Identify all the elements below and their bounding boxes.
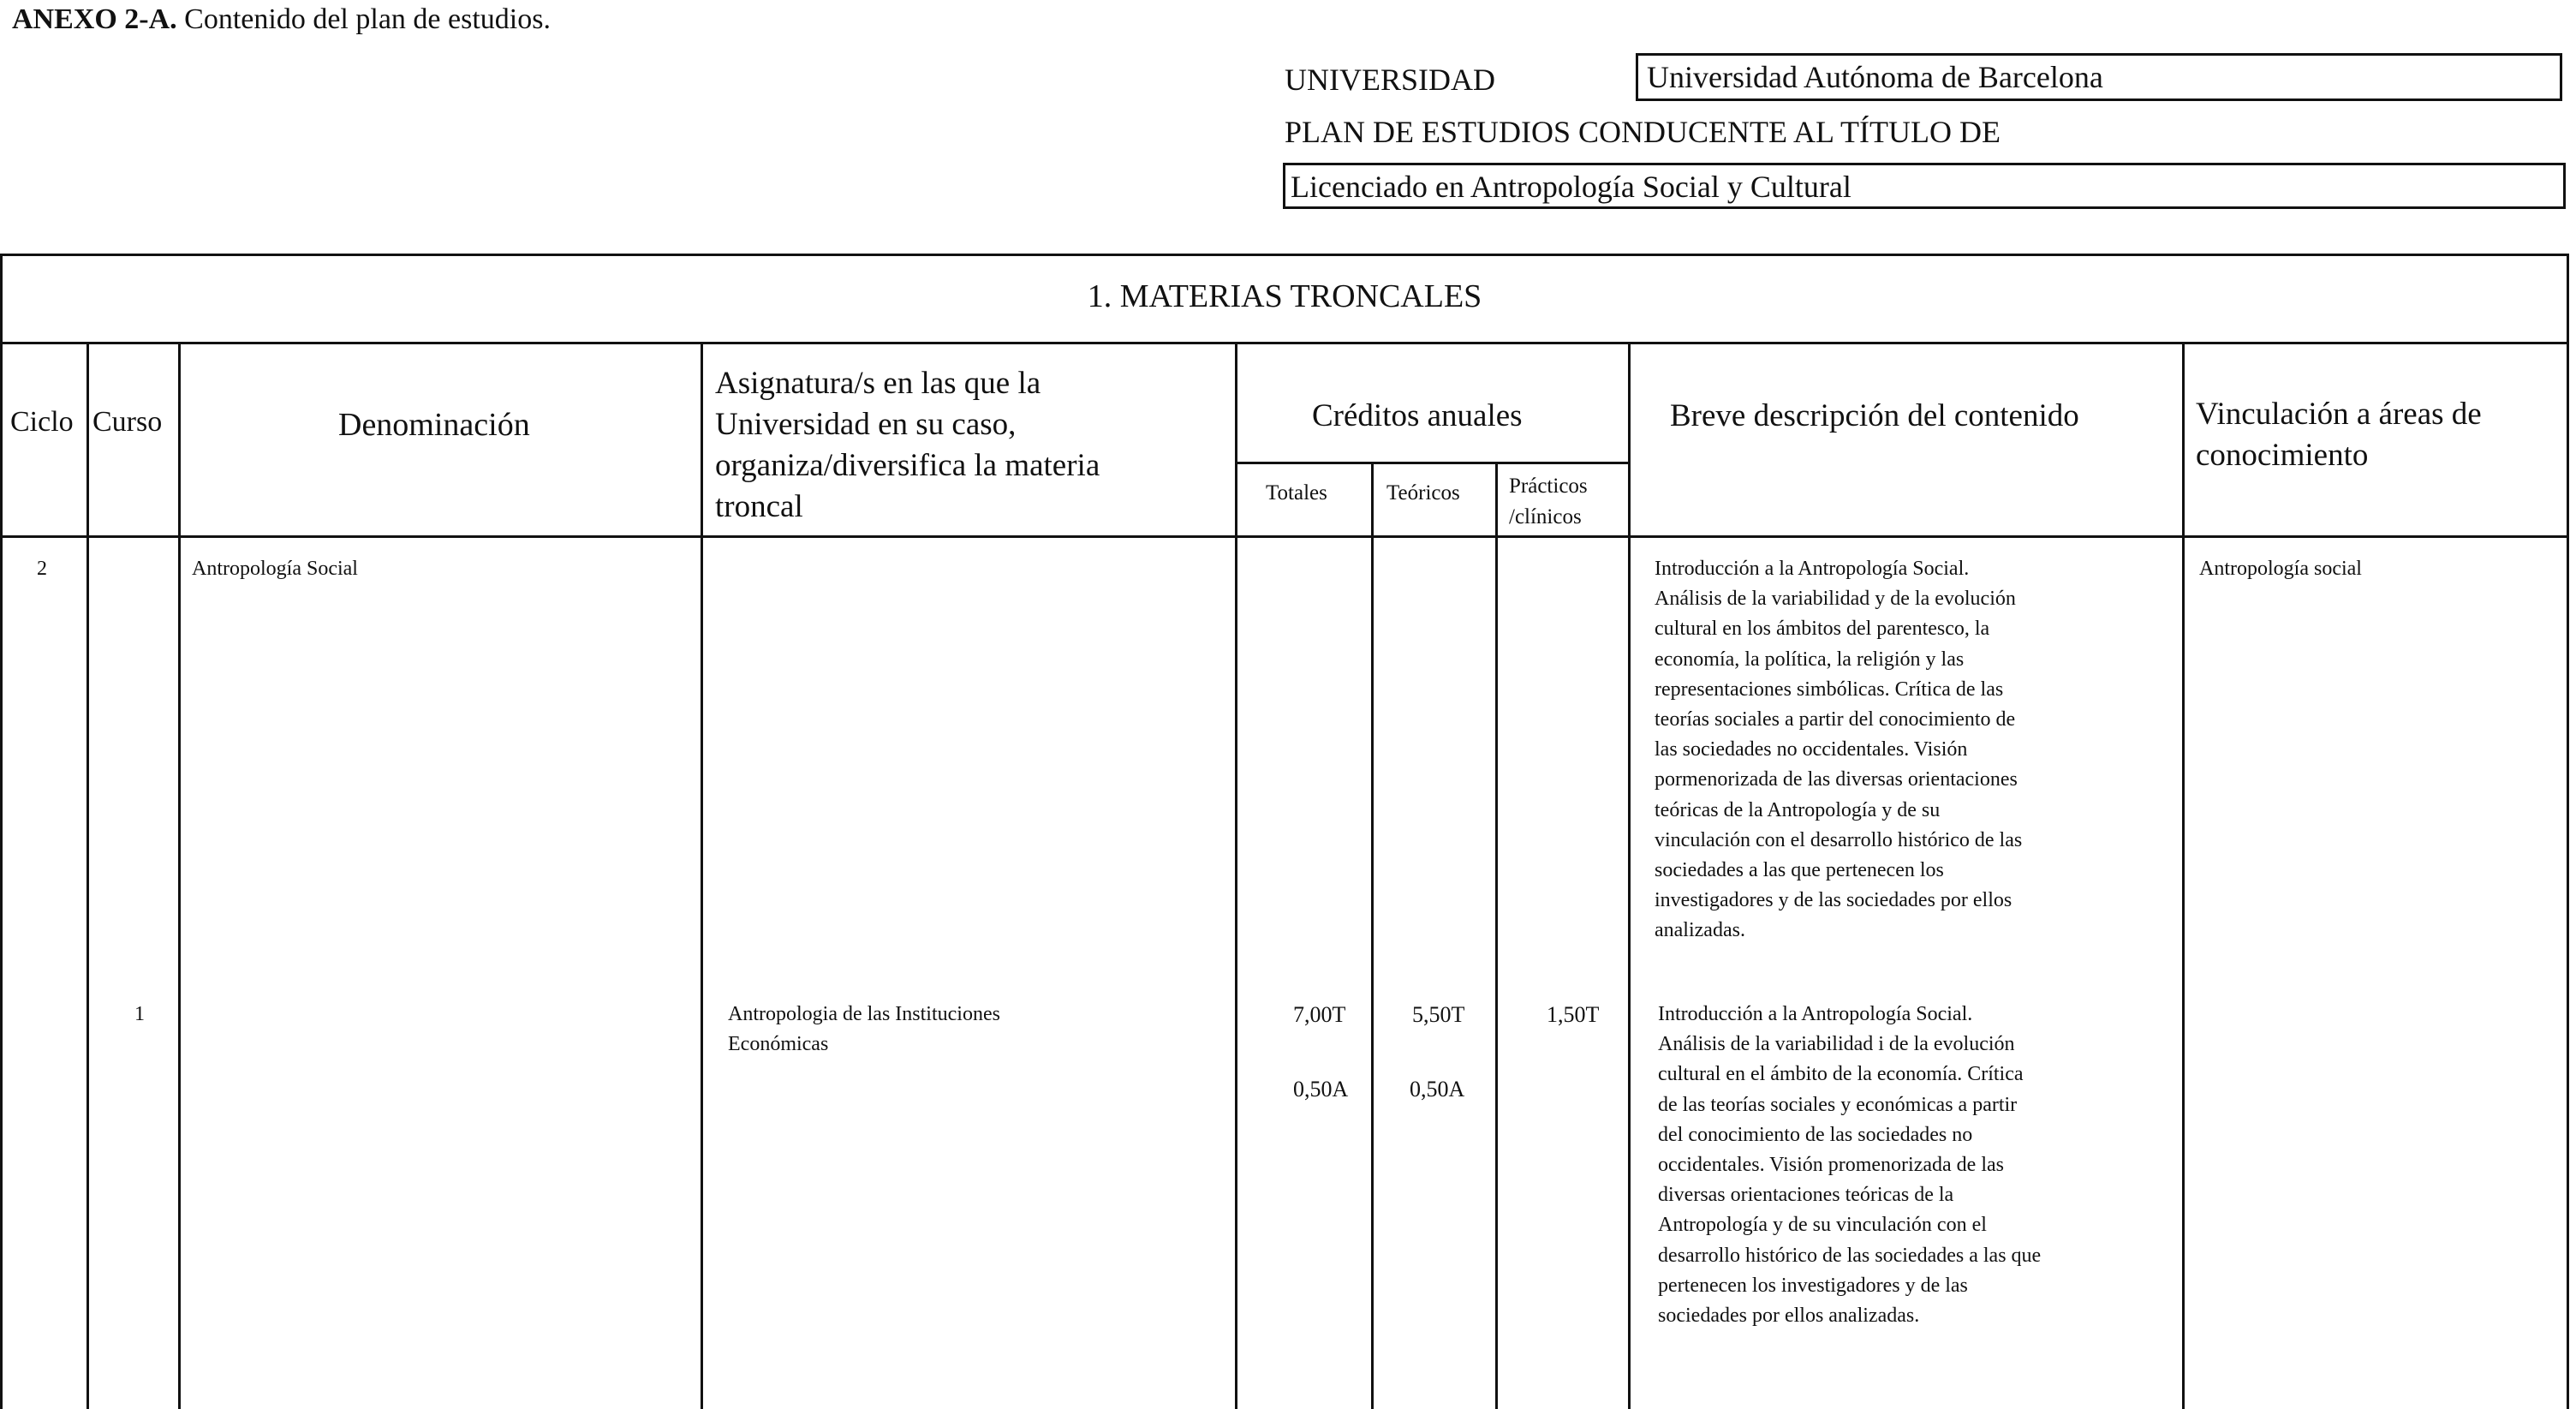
annex-text: Contenido del plan de estudios. — [184, 3, 551, 35]
row2-practicos-1: 1,50T — [1547, 1002, 1600, 1027]
annex-label: ANEXO 2-A. — [12, 3, 177, 35]
col-divider — [1371, 462, 1374, 538]
col-divider — [1628, 344, 1631, 1409]
col-divider — [178, 344, 181, 1409]
col-divider — [1495, 462, 1498, 538]
plan-label: PLAN DE ESTUDIOS CONDUCENTE AL TÍTULO DE — [1285, 115, 2001, 149]
header-totales: Totales — [1266, 481, 1327, 504]
col-divider — [1371, 538, 1374, 1409]
row1-denominacion: Antropología Social — [192, 558, 358, 580]
annex-heading — [12, 3, 551, 36]
row2-descripcion: Introducción a la Antropología Social. Análisis de la variabilidad i de la evolución cultural en el ámbito de la economía. Crítica de las teorías sociales y económicas a partir del conocimiento de las sociedades no occidentales. Visión promenorizada de las diversas orientaciones teóricas de la Antropología y de su vinculación con el desarrollo histórico de las sociedades a las que pertenecen los investigadores y de las sociedades por ellos analizadas. — [1658, 1003, 2042, 1328]
row1-ciclo: 2 — [37, 558, 47, 580]
col-divider — [701, 344, 703, 1409]
col-divider — [1235, 344, 1237, 1409]
row1-vinculacion: Antropología social — [2199, 558, 2362, 580]
creditos-divider — [1235, 462, 1631, 464]
header-descripcion: Breve descripción del contenido — [1670, 398, 2079, 433]
header-teoricos: Teóricos — [1386, 481, 1460, 504]
titulo-value: Licenciado en Antropología Social y Cultural — [1283, 163, 2566, 209]
row2-totales-1: 7,00T — [1293, 1002, 1346, 1027]
header-practicos: Prácticos /clínicos — [1509, 475, 1588, 528]
row2-asignatura: Antropologia de las Instituciones Económicas — [728, 1003, 1000, 1055]
header-denominacion: Denominación — [338, 407, 530, 443]
col-divider — [2182, 344, 2185, 1409]
section-title: 1. MATERIAS TRONCALES — [0, 254, 2569, 344]
row2-teoricos-2: 0,50A — [1410, 1077, 1465, 1102]
header-divider — [0, 535, 2569, 538]
header-ciclo: Ciclo — [10, 406, 74, 438]
row2-totales-2: 0,50A — [1293, 1077, 1349, 1102]
header-curso: Curso — [92, 406, 163, 438]
header-vinculacion: Vinculación a áreas de conocimiento — [2196, 397, 2482, 473]
universidad-label: UNIVERSIDAD — [1285, 63, 1495, 97]
universidad-value: Universidad Autónoma de Barcelona — [1636, 53, 2562, 101]
col-divider — [1495, 538, 1498, 1409]
row2-teoricos-1: 5,50T — [1412, 1002, 1465, 1027]
header-creditos: Créditos anuales — [1312, 398, 1523, 433]
row1-descripcion: Introducción a la Antropología Social. Análisis de la variabilidad y de la evolución cultural en los ámbitos del parentesco, la economía, la política, la religión y las representaciones simbólicas. Crítica de las teorías sociales a partir del conocimiento de las sociedades no occidentales. Visión pormenorizada de las diversas orientaciones teóricas de la Antropología y de su vinculación con el desarrollo histórico de las sociedades a las que pertenecen los investigadores y de las sociedades por ellos analizadas. — [1655, 558, 2023, 942]
header-asignatura: Asignatura/s en las que la Universidad en su caso, organiza/diversifica la materia troncal — [715, 366, 1100, 524]
col-divider — [86, 344, 89, 1409]
row2-curso: 1 — [134, 1003, 145, 1025]
